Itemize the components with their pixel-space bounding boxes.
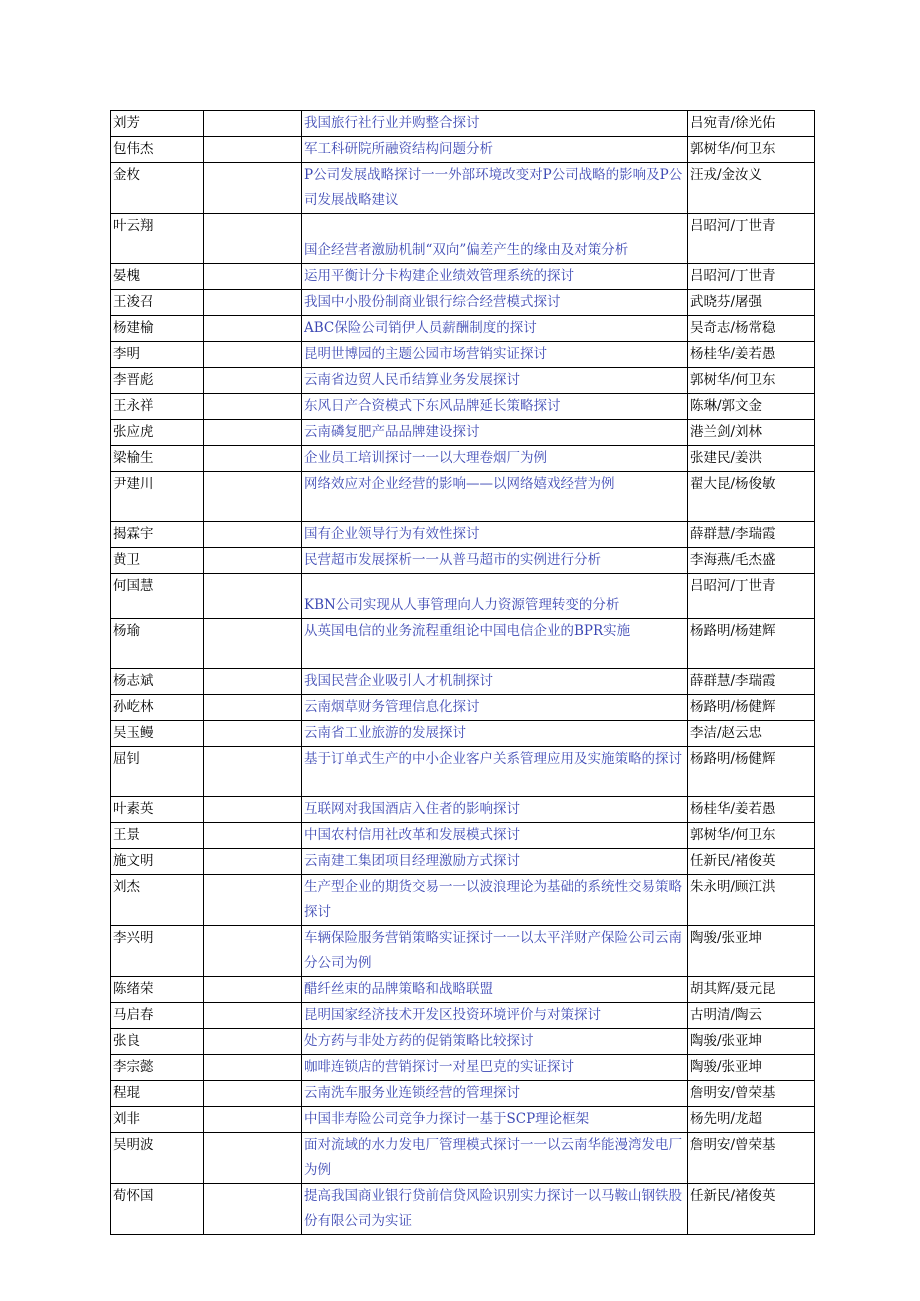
blank-cell (204, 875, 302, 926)
blank-cell (204, 368, 302, 394)
thesis-title-cell: 车辆保险服务营销策略实证探讨一一以太平洋财产保险公司云南分公司为例 (302, 926, 688, 977)
table-row (111, 446, 815, 472)
thesis-title-cell: 我国中小股份制商业银行综合经营模式探讨 (302, 290, 688, 316)
table-row (111, 747, 815, 797)
student-name-cell: 李明 (111, 342, 204, 368)
table-row (111, 977, 815, 1003)
table-row (111, 111, 815, 137)
advisor-cell: 杨路明/杨建辉 (688, 619, 815, 669)
student-name-cell: 王景 (111, 823, 204, 849)
thesis-title-cell: 云南磷复肥产品品牌建设探讨 (302, 420, 688, 446)
table-body (111, 111, 815, 1235)
advisor-cell: 吴奇志/杨常稳 (688, 316, 815, 342)
advisor-cell: 胡其辉/聂元昆 (688, 977, 815, 1003)
blank-cell (204, 721, 302, 747)
thesis-topic-sheet (110, 110, 815, 1235)
thesis-title-cell: 基于订单式生产的中小企业客户关系管理应用及实施策略的探讨 (302, 747, 688, 797)
student-name-cell: 荀怀国 (111, 1184, 204, 1235)
table-row (111, 721, 815, 747)
thesis-title-cell: 云南建工集团项目经理激励方式探讨 (302, 849, 688, 875)
table-row (111, 137, 815, 163)
student-name-cell: 何国慧 (111, 574, 204, 619)
table-row (111, 1081, 815, 1107)
blank-cell (204, 1107, 302, 1133)
student-name-cell: 李兴明 (111, 926, 204, 977)
thesis-title-cell: 处方药与非处方药的促销策略比较探讨 (302, 1029, 688, 1055)
advisor-cell: 杨路明/杨健辉 (688, 695, 815, 721)
table-row (111, 368, 815, 394)
advisor-cell: 任新民/褚俊英 (688, 849, 815, 875)
student-name-cell: 杨瑜 (111, 619, 204, 669)
table-row (111, 264, 815, 290)
advisor-cell: 陶骏/张亚坤 (688, 926, 815, 977)
thesis-title-cell: 咖啡连锁店的营销探讨一对星巴克的实证探讨 (302, 1055, 688, 1081)
blank-cell (204, 797, 302, 823)
blank-cell (204, 342, 302, 368)
table-row (111, 926, 815, 977)
student-name-cell: 叶云翔 (111, 214, 204, 264)
blank-cell (204, 669, 302, 695)
student-name-cell: 吴玉鳗 (111, 721, 204, 747)
thesis-title-cell: 国企经营者激励机制“双向”偏差产生的缘由及对策分析 (302, 214, 688, 264)
blank-cell (204, 926, 302, 977)
advisor-cell: 港兰剑/刘林 (688, 420, 815, 446)
student-name-cell: 屈钊 (111, 747, 204, 797)
thesis-title-cell: 醋纤丝束的品牌策略和战略联盟 (302, 977, 688, 1003)
table-row (111, 797, 815, 823)
advisor-cell: 吕昭河/丁世青 (688, 214, 815, 264)
advisor-cell: 郭树华/何卫东 (688, 823, 815, 849)
advisor-cell: 朱永明/顾江洪 (688, 875, 815, 926)
thesis-title-cell: 网络效应对企业经营的影响——以网络嬉戏经营为例 (302, 472, 688, 522)
advisor-cell: 薛群慧/李瑞霞 (688, 522, 815, 548)
thesis-title-cell: 互联网对我国酒店入住者的影响探讨 (302, 797, 688, 823)
blank-cell (204, 1184, 302, 1235)
blank-cell (204, 823, 302, 849)
blank-cell (204, 1003, 302, 1029)
table-row (111, 163, 815, 214)
student-name-cell: 李晋彪 (111, 368, 204, 394)
student-name-cell: 程琨 (111, 1081, 204, 1107)
blank-cell (204, 472, 302, 522)
advisor-cell: 薛群慧/李瑞霞 (688, 669, 815, 695)
thesis-title-cell: 云南省工业旅游的发展探讨 (302, 721, 688, 747)
table-row (111, 619, 815, 669)
blank-cell (204, 394, 302, 420)
table-row (111, 695, 815, 721)
advisor-cell: 张建民/姜洪 (688, 446, 815, 472)
advisor-cell: 杨路明/杨健辉 (688, 747, 815, 797)
blank-cell (204, 747, 302, 797)
student-name-cell: 吴明波 (111, 1133, 204, 1184)
student-name-cell: 刘芳 (111, 111, 204, 137)
student-name-cell: 施文明 (111, 849, 204, 875)
thesis-title-cell: KBN公司实现从人事管理向人力资源管理转变的分析 (302, 574, 688, 619)
blank-cell (204, 290, 302, 316)
advisor-cell: 吕宛青/徐光佑 (688, 111, 815, 137)
thesis-title-cell: 运用平衡计分卡构建企业绩效管理系统的探讨 (302, 264, 688, 290)
student-name-cell: 孙屹林 (111, 695, 204, 721)
table-row (111, 522, 815, 548)
thesis-title-cell: 云南省边贸人民币结算业务发展探讨 (302, 368, 688, 394)
advisor-cell: 古明清/陶云 (688, 1003, 815, 1029)
student-name-cell: 揭霖宇 (111, 522, 204, 548)
table-row (111, 214, 815, 264)
table-row (111, 1133, 815, 1184)
blank-cell (204, 522, 302, 548)
blank-cell (204, 111, 302, 137)
blank-cell (204, 264, 302, 290)
thesis-title-cell: 军工科研院所融资结构问题分析 (302, 137, 688, 163)
student-name-cell: 陈绪荣 (111, 977, 204, 1003)
advisor-cell: 翟大昆/杨俊敏 (688, 472, 815, 522)
blank-cell (204, 1055, 302, 1081)
table-row (111, 849, 815, 875)
advisor-cell: 武晓芬/屠强 (688, 290, 815, 316)
thesis-title-cell: 中国非寿险公司竞争力探讨一基于SCP理论框架 (302, 1107, 688, 1133)
blank-cell (204, 977, 302, 1003)
table-row (111, 1184, 815, 1235)
blank-cell (204, 1029, 302, 1055)
table-row (111, 875, 815, 926)
advisor-cell: 陈琳/郭文金 (688, 394, 815, 420)
student-name-cell: 叶素英 (111, 797, 204, 823)
student-name-cell: 黄卫 (111, 548, 204, 574)
thesis-table (110, 110, 815, 1235)
thesis-title-cell: 东风日产合资模式下东风品牌延长策略探讨 (302, 394, 688, 420)
table-row (111, 316, 815, 342)
thesis-title-cell: 面对流域的水力发电厂管理模式探讨一一以云南华能漫湾发电厂为例 (302, 1133, 688, 1184)
student-name-cell: 张良 (111, 1029, 204, 1055)
student-name-cell: 刘非 (111, 1107, 204, 1133)
thesis-title-cell: 中国农村信用社改革和发展模式探讨 (302, 823, 688, 849)
table-row (111, 1003, 815, 1029)
table-row (111, 1055, 815, 1081)
advisor-cell: 陶骏/张亚坤 (688, 1055, 815, 1081)
advisor-cell: 郭树华/何卫东 (688, 368, 815, 394)
table-row (111, 420, 815, 446)
student-name-cell: 马启春 (111, 1003, 204, 1029)
table-row (111, 394, 815, 420)
advisor-cell: 陶骏/张亚坤 (688, 1029, 815, 1055)
advisor-cell: 詹明安/曾荣基 (688, 1133, 815, 1184)
advisor-cell: 杨桂华/姜若愚 (688, 797, 815, 823)
student-name-cell: 梁榆生 (111, 446, 204, 472)
blank-cell (204, 548, 302, 574)
advisor-cell: 杨先明/龙超 (688, 1107, 815, 1133)
advisor-cell: 吕昭河/丁世青 (688, 574, 815, 619)
table-row (111, 548, 815, 574)
student-name-cell: 刘杰 (111, 875, 204, 926)
blank-cell (204, 1133, 302, 1184)
student-name-cell: 王永祥 (111, 394, 204, 420)
advisor-cell: 李海燕/毛杰盛 (688, 548, 815, 574)
student-name-cell: 李宗懿 (111, 1055, 204, 1081)
thesis-title-cell: 昆明世博园的主题公园市场营销实证探讨 (302, 342, 688, 368)
blank-cell (204, 695, 302, 721)
table-row (111, 472, 815, 522)
blank-cell (204, 619, 302, 669)
thesis-title-cell: 云南洗车服务业连锁经营的管理探讨 (302, 1081, 688, 1107)
thesis-title-cell: 我国民营企业吸引人才机制探讨 (302, 669, 688, 695)
student-name-cell: 杨志斌 (111, 669, 204, 695)
table-row (111, 342, 815, 368)
blank-cell (204, 574, 302, 619)
blank-cell (204, 446, 302, 472)
advisor-cell: 任新民/褚俊英 (688, 1184, 815, 1235)
student-name-cell: 杨建榆 (111, 316, 204, 342)
blank-cell (204, 214, 302, 264)
advisor-cell: 汪戎/金汝义 (688, 163, 815, 214)
student-name-cell: 尹建川 (111, 472, 204, 522)
thesis-title-cell: 昆明国家经济技术开发区投资环境评价与对策探讨 (302, 1003, 688, 1029)
advisor-cell: 李洁/赵云忠 (688, 721, 815, 747)
student-name-cell: 金枚 (111, 163, 204, 214)
blank-cell (204, 163, 302, 214)
thesis-title-cell: 企业员工培训探讨一一以大理卷烟厂为例 (302, 446, 688, 472)
thesis-title-cell: P公司发展战略探讨一一外部环境改变对P公司战略的影响及P公司发展战略建议 (302, 163, 688, 214)
advisor-cell: 吕昭河/丁世青 (688, 264, 815, 290)
thesis-title-cell: ABC保险公司销伊人员薪酬制度的探讨 (302, 316, 688, 342)
table-row (111, 1107, 815, 1133)
blank-cell (204, 849, 302, 875)
thesis-title-cell: 我国旅行社行业并购整合探讨 (302, 111, 688, 137)
blank-cell (204, 1081, 302, 1107)
table-row (111, 290, 815, 316)
advisor-cell: 郭树华/何卫东 (688, 137, 815, 163)
thesis-title-cell: 民营超市发展探析一一从普马超市的实例进行分析 (302, 548, 688, 574)
thesis-title-cell: 提高我国商业银行贷前信贷风险识别实力探讨一以马鞍山钢铁股份有限公司为实证 (302, 1184, 688, 1235)
table-row (111, 669, 815, 695)
advisor-cell: 杨桂华/姜若愚 (688, 342, 815, 368)
thesis-title-cell: 从英国电信的业务流程重组论中国电信企业的BPR实施 (302, 619, 688, 669)
blank-cell (204, 137, 302, 163)
thesis-title-cell: 国有企业领导行为有效性探讨 (302, 522, 688, 548)
table-row (111, 823, 815, 849)
table-row (111, 1029, 815, 1055)
student-name-cell: 包伟杰 (111, 137, 204, 163)
blank-cell (204, 420, 302, 446)
advisor-cell: 詹明安/曾荣基 (688, 1081, 815, 1107)
student-name-cell: 王浚召 (111, 290, 204, 316)
blank-cell (204, 316, 302, 342)
table-row (111, 574, 815, 619)
thesis-title-cell: 生产型企业的期货交易一一以波浪理论为基础的系统性交易策略探讨 (302, 875, 688, 926)
student-name-cell: 晏槐 (111, 264, 204, 290)
student-name-cell: 张应虎 (111, 420, 204, 446)
thesis-title-cell: 云南烟草财务管理信息化探讨 (302, 695, 688, 721)
